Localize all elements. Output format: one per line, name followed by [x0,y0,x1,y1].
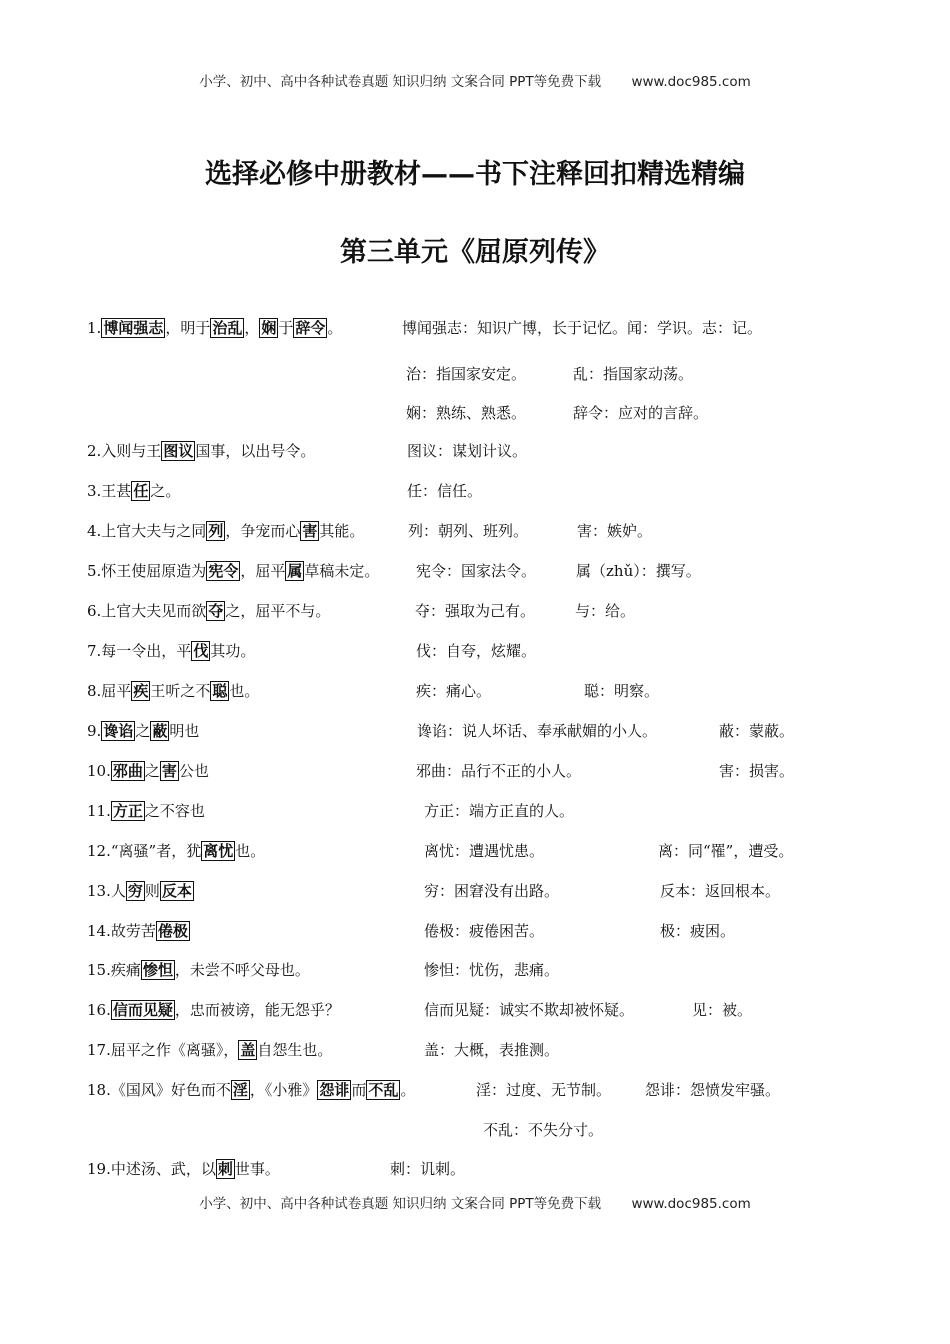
annotation-line [87,441,315,461]
annotation-line [416,681,491,701]
boxed-keyword: 宪令 [208,562,239,580]
text-segment: 伐：自夸，炫耀。 [416,642,537,660]
text-segment: ，忠而被谤，能无怨乎？ [174,1001,340,1019]
annotation-line [660,881,780,901]
boxed-keyword: 蔽 [152,722,168,740]
text-segment: 3.王甚 [87,482,132,500]
boxed-keyword: 疾 [133,682,149,700]
page-footer [0,1192,950,1212]
text-segment: 自怨生也。 [257,1041,333,1059]
text-segment: 之。 [150,482,181,500]
boxed-keyword: 离忧 [203,842,234,860]
annotation-line [87,721,199,741]
text-segment: 夺：强取为己有。 [415,602,536,620]
text-segment: 乱：指国家动荡。 [573,365,694,383]
text-segment: 倦极：疲倦困苦。 [424,922,545,940]
annotation-line [390,1159,465,1179]
text-segment: 邪曲：品行不正的小人。 [416,762,582,780]
boxed-keyword: 属 [287,562,303,580]
text-segment: 14.故劳苦 [87,922,156,940]
annotation-line [660,921,735,941]
boxed-keyword: 方正 [112,802,143,820]
text-segment: 19.中述汤、武，以 [87,1160,216,1178]
text-segment: 谗谄：说人坏话、奉承献媚的小人。 [417,722,658,740]
text-segment: ， [244,319,260,337]
boxed-keyword: 怨诽 [319,1081,350,1099]
boxed-keyword: 谗谄 [103,722,134,740]
text-segment: 辞令：应对的言辞。 [573,404,709,422]
text-segment: 16. [87,1001,111,1019]
text-segment: 。 [400,1081,416,1099]
text-segment: 13.人 [87,882,126,900]
boxed-keyword: 惨怛 [142,961,173,979]
annotation-line [476,1080,611,1100]
annotation-line [658,841,793,861]
footer-text: 小学、初中、高中各种试卷真题 知识归纳 文案合同 PPT等免费下载 [199,1196,602,1212]
annotation-line [87,481,180,501]
text-segment: 极：疲困。 [660,922,736,940]
annotation-line [416,641,536,661]
text-segment: 盖：大概，表推测。 [424,1041,560,1059]
text-segment: 怨诽：怨愤发牢骚。 [645,1081,781,1099]
text-segment: 之 [135,722,151,740]
boxed-keyword: 刺 [217,1160,233,1178]
text-segment: 世事。 [234,1160,280,1178]
annotation-line [87,641,255,661]
text-segment: 之，屈平不与。 [225,602,331,620]
text-segment: 方正：端方正直的人。 [424,802,575,820]
text-segment: 其功。 [210,642,256,660]
boxed-keyword: 害 [302,522,318,540]
text-segment: 离忧：遭遇忧患。 [424,842,545,860]
text-segment: 穷：困窘没有出路。 [424,882,560,900]
text-segment: 9. [87,722,102,740]
text-segment: 任：信任。 [407,482,483,500]
footer-site: www.doc985.com [631,1196,751,1212]
annotation-line [424,1040,559,1060]
annotation-line [424,881,559,901]
annotation-line [424,841,544,861]
text-segment: 2.入则与王 [87,442,162,460]
text-segment: 信而见疑：诚实不欺却被怀疑。 [424,1001,635,1019]
text-segment: 见：被。 [692,1001,753,1019]
annotation-line [645,1080,780,1100]
text-segment: 7.每一令出，平 [87,642,192,660]
text-segment: 18.《国风》好色而不 [87,1081,231,1099]
boxed-keyword: 任 [133,482,149,500]
boxed-keyword: 治乱 [212,319,243,337]
boxed-keyword: 邪曲 [112,762,143,780]
boxed-keyword: 聪 [212,682,228,700]
text-segment: 6.上官大夫见而欲 [87,602,207,620]
annotation-line [576,561,701,581]
text-segment: 则 [144,882,160,900]
text-segment: 之不容也 [144,802,205,820]
text-segment: 也。 [229,682,260,700]
annotation-line [87,521,364,541]
text-segment: 草稿未定。 [304,562,380,580]
annotation-line [584,681,659,701]
text-segment: 其能。 [319,522,365,540]
annotation-line [87,1000,340,1020]
annotation-line [87,841,265,861]
text-segment: 属（zhǔ）：撰写。 [576,562,701,580]
boxed-keyword: 盖 [240,1041,256,1059]
text-segment: 害：损害。 [719,762,795,780]
annotation-line [87,960,310,980]
text-segment: 蔽：蒙蔽。 [719,722,795,740]
text-segment: 刺：讥刺。 [390,1160,466,1178]
annotation-line [719,721,794,741]
text-segment: ，《小雅》 [249,1081,318,1099]
page-header [0,70,950,90]
annotation-line [87,318,342,338]
text-segment: 明也 [169,722,200,740]
text-segment: 而 [351,1081,367,1099]
annotation-line [87,1040,332,1060]
boxed-keyword: 伐 [193,642,209,660]
text-segment: ，争宠而心 [225,522,301,540]
annotation-line [407,441,527,461]
text-segment: 聪：明察。 [584,682,660,700]
text-segment: 反本：返回根本。 [660,882,781,900]
annotation-line [573,364,693,384]
annotation-line [417,721,657,741]
text-segment: ，未尝不呼父母也。 [174,961,310,979]
text-segment: 11. [87,802,111,820]
boxed-keyword: 博闻强志 [103,319,164,337]
text-segment: 淫：过度、无节制。 [476,1081,612,1099]
annotation-line [692,1000,752,1020]
boxed-keyword: 反本 [161,882,192,900]
boxed-keyword: 辞令 [295,319,326,337]
text-segment: ，屈平 [240,562,286,580]
annotation-line [424,1000,634,1020]
text-segment: 之 [144,762,160,780]
annotation-line [87,801,205,821]
text-segment: 4.上官大夫与之同 [87,522,207,540]
text-segment: 与：给。 [575,602,636,620]
text-segment: 于 [278,319,294,337]
annotation-line [87,561,379,581]
annotation-line [424,801,574,821]
text-segment: 列：朝列、班列。 [408,522,529,540]
annotation-line [87,881,194,901]
annotation-line [416,561,536,581]
annotation-line [406,364,526,384]
annotation-line [719,761,794,781]
text-segment: 离：同“罹”，遭受。 [658,842,794,860]
header-text: 小学、初中、高中各种试卷真题 知识归纳 文案合同 PPT等免费下载 [199,74,602,90]
annotation-line [87,601,330,621]
document-subtitle: 第三单元《屈原列传》 [340,237,610,268]
boxed-keyword: 淫 [232,1081,248,1099]
annotation-line [575,601,635,621]
text-segment: 12.“离骚”者，犹 [87,842,202,860]
text-segment: 5.怀王使屈原造为 [87,562,207,580]
annotation-line [87,1159,280,1179]
annotation-line [87,1080,415,1100]
text-segment: 王听之不 [150,682,211,700]
annotation-line [87,761,209,781]
annotation-line [577,521,652,541]
annotation-line [87,921,190,941]
boxed-keyword: 害 [161,762,177,780]
text-segment: 惨怛：忧伤，悲痛。 [424,961,560,979]
boxed-keyword: 娴 [261,319,277,337]
text-segment: ，明于 [165,319,211,337]
annotation-line [415,601,535,621]
text-segment: 国事，以出号令。 [195,442,316,460]
annotation-line [406,403,526,423]
boxed-keyword: 图议 [163,442,194,460]
annotation-line [424,921,544,941]
boxed-keyword: 倦极 [157,922,188,940]
boxed-keyword: 不乱 [368,1081,399,1099]
text-segment: 也。 [235,842,266,860]
text-segment: 10. [87,762,111,780]
annotation-line [416,761,581,781]
annotation-line [407,481,482,501]
annotation-line [424,960,559,980]
boxed-keyword: 穷 [127,882,143,900]
text-segment: 治：指国家安定。 [406,365,527,383]
document-title: 选择必修中册教材——书下注释回扣精选精编 [205,159,745,190]
boxed-keyword: 夺 [208,602,224,620]
text-segment: 1. [87,319,102,337]
text-segment: 公也 [178,762,209,780]
text-segment: 15.疾痛 [87,961,141,979]
annotation-line [483,1120,603,1140]
header-site: www.doc985.com [631,74,751,90]
text-segment: 图议：谋划计议。 [407,442,528,460]
annotation-line [402,318,762,338]
text-segment: 。 [327,319,343,337]
text-segment: 17.屈平之作《离骚》， [87,1041,239,1059]
text-segment: 不乱：不失分寸。 [483,1121,604,1139]
annotation-line [408,521,528,541]
boxed-keyword: 信而见疑 [112,1001,173,1019]
text-segment: 娴：熟练、熟悉。 [406,404,527,422]
text-segment: 宪令：国家法令。 [416,562,537,580]
text-segment: 疾：痛心。 [416,682,492,700]
text-segment: 博闻强志：知识广博，长于记忆。闻：学识。志：记。 [402,319,763,337]
annotation-line [573,403,708,423]
text-segment: 8.屈平 [87,682,132,700]
boxed-keyword: 列 [208,522,224,540]
annotation-line [87,681,259,701]
text-segment: 害：嫉妒。 [577,522,653,540]
